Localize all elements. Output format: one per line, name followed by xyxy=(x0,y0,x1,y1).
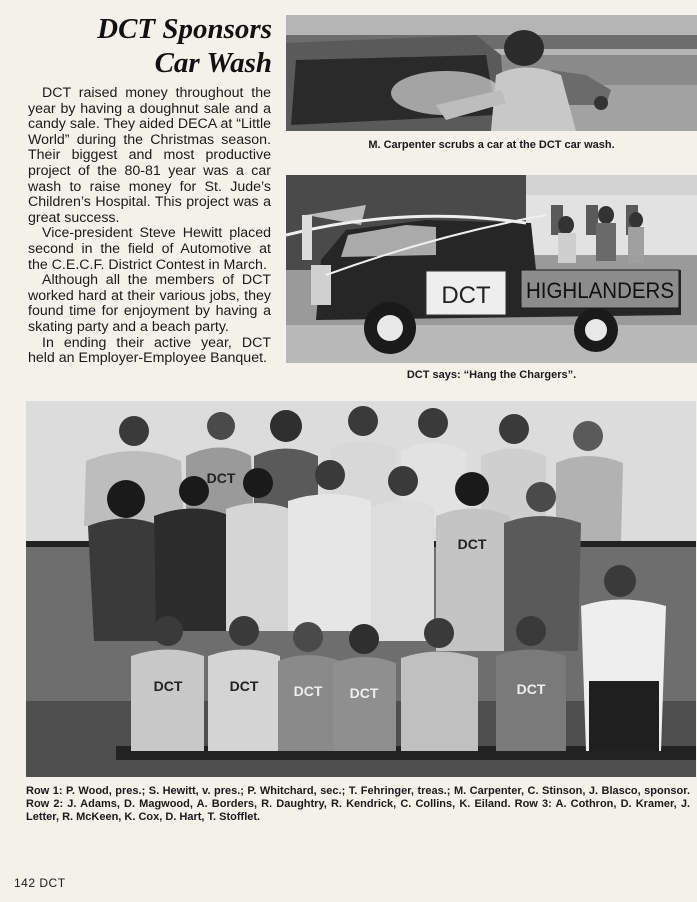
paragraph-1: DCT raised money throughout the year by having a doughnut sale and a candy sale. They aided DECA at “Little World” during the Christmas season. Their biggest and most productive project of the 80-81 year was a car wash to raise money for St. Jude’s Children’s Hospital. This project was a great success. xyxy=(28,85,271,226)
article-title xyxy=(12,12,272,80)
article-body xyxy=(28,86,271,367)
car-wash-caption: M. Carpenter scrubs a car at the DCT car wash. xyxy=(368,139,615,151)
group-photo xyxy=(26,401,696,777)
section-name: DCT xyxy=(39,876,66,890)
title-line-2: Car Wash xyxy=(154,47,272,79)
shirt-text-2: DCT xyxy=(457,536,487,552)
paragraph-4: In ending their active year, DCT held an Employer-Employee Banquet. xyxy=(28,334,271,367)
shirt-text-6: DCT xyxy=(349,685,379,701)
shirt-text-7: DCT xyxy=(516,681,546,697)
shirt-text-5: DCT xyxy=(293,683,323,699)
group-photo-caption: Row 1: P. Wood, pres.; S. Hewitt, v. pres.; P. Whitchard, sec.; T. Fehringer, treas.; M. Carpenter, C. Stinson, J. Blasco, sponsor. Row 2: J. Adams, D. Magwood, A. Borders, R. Daughtry, R. Kendrick, C. Collins, K. Eiland. Row 3: A. Cothron, D. Kramer, J. Letter, R. McKeen, K. Cox, D. Hart, T. Stofflet. xyxy=(26,785,690,823)
shirt-text-1: DCT xyxy=(206,470,236,486)
shirt-text-3: DCT xyxy=(153,678,183,694)
title-line-1: DCT Sponsors xyxy=(97,13,272,45)
paragraph-2: Vice-president Steve Hewitt placed second in the field of Automotive at the C.E.C.F. District Contest in March. xyxy=(28,225,271,273)
truck-photo xyxy=(286,175,697,363)
shirt-text-4: DCT xyxy=(229,678,259,694)
paragraph-3: Although all the members of DCT worked hard at their various jobs, they found time for enjoyment by having a skating party and a beach party. xyxy=(28,272,271,335)
truck-caption: DCT says: “Hang the Chargers”. xyxy=(406,369,577,381)
page-number: 142 xyxy=(14,876,36,890)
truck-sign-dct: DCT xyxy=(441,282,491,309)
truck-sign-highlanders: HIGHLANDERS xyxy=(526,278,674,303)
page-footer xyxy=(14,876,66,890)
car-wash-photo xyxy=(286,15,697,131)
